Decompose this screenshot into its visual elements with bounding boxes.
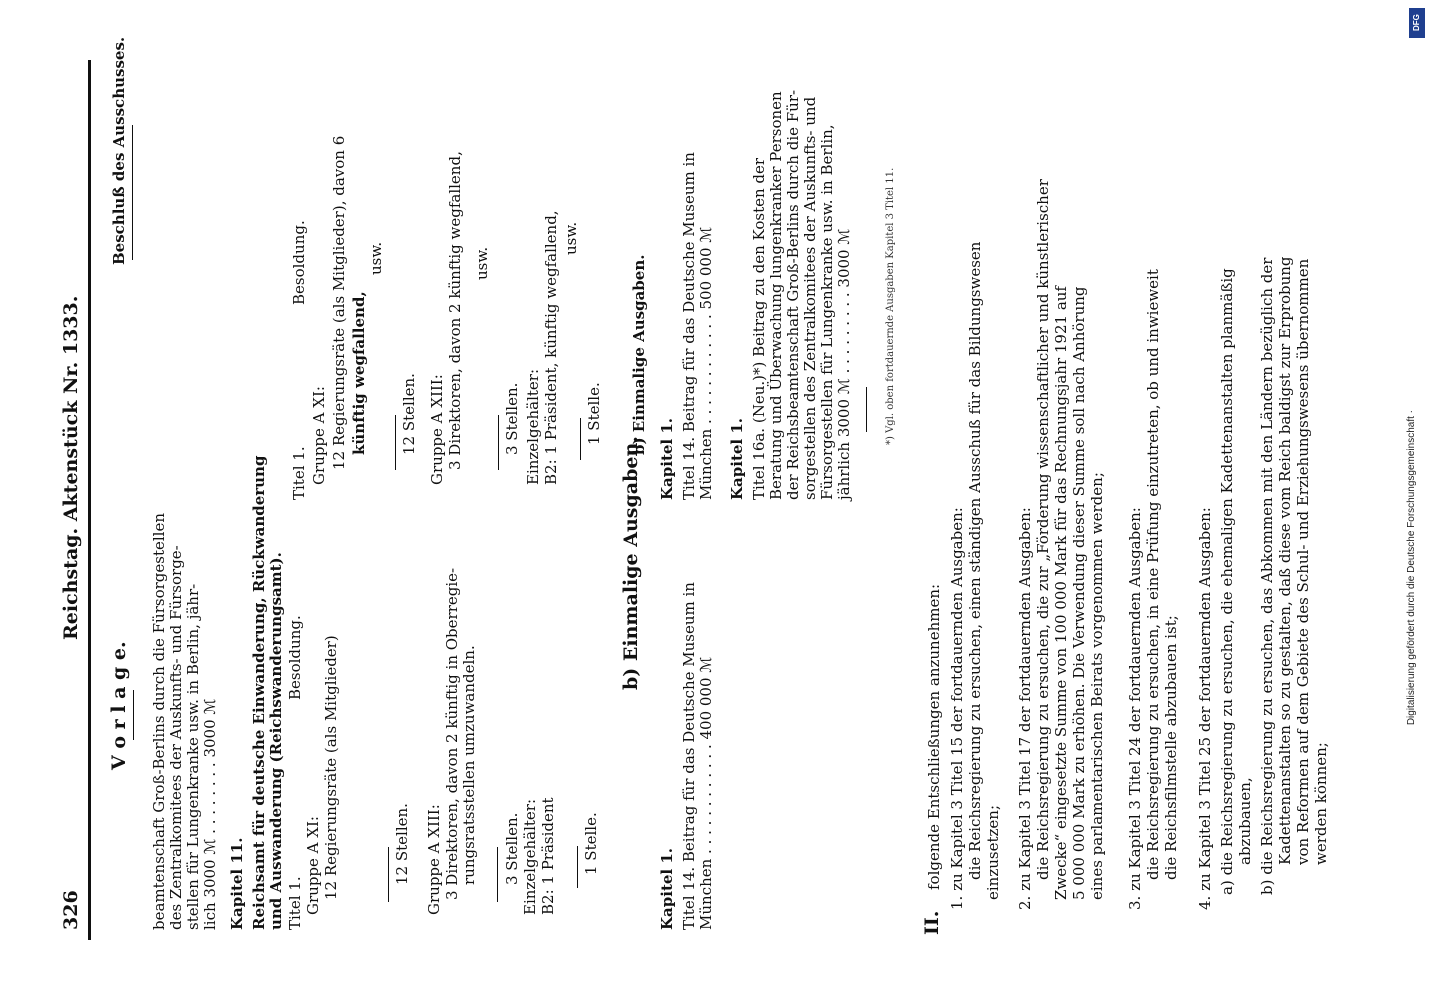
resolution-2: die Reichsregierung zu ersuchen, die zur „Förderung wissenschaftlicher und künstlerischer [1034, 179, 1052, 880]
beschluss-underline [132, 125, 133, 260]
titel-14-line: München . . . . . . . . . . . . 400 000 ℳ [697, 656, 715, 930]
titel-1-label: Titel 1. [286, 876, 304, 930]
footnote: *) Vgl. oben fortdauernde Ausgaben Kapitel 3 Titel 11. [885, 167, 896, 445]
reichsamt-line: und Auswanderung (Reichswanderungsamt). [267, 552, 285, 930]
footnote-rule [866, 387, 867, 432]
section-ii-lead: folgende Entschließungen anzunehmen: [925, 583, 943, 890]
gruppe-a-xiii: Gruppe A XIII: [425, 804, 443, 915]
resolution-4: werden können; [1312, 742, 1330, 865]
einmalige-ausgaben-heading: b) Einmalige Ausgaben. [630, 254, 648, 455]
colophon-strip [1406, 0, 1432, 1000]
intro-line: beamtenschaft Groß-Berlins durch die Fürsorgestellen [150, 513, 168, 930]
resolution-4: von Reformen auf dem Gebiete des Schul- und Erziehungswesens übernommen [1294, 258, 1312, 865]
praesident-line: B2: 1 Präsident [539, 797, 557, 915]
titel-16a-line: jährlich 3000 ℳ . . . . . . . . . 3000 ℳ [835, 228, 853, 500]
resolution-4: a) die Reichsregierung zu ersuchen, die ehemaligen Kadettenanstalten planmäßig [1218, 268, 1236, 895]
direktoren-line: 3 Direktoren, davon 2 künftig in Oberregie- [443, 567, 461, 900]
sum-rule [497, 847, 498, 902]
direktoren-line: rungsratsstellen umzuwandeln. [460, 645, 478, 885]
beschluss-heading: Beschluß des Ausschusses. [110, 36, 128, 265]
usw-label: usw. [562, 221, 580, 255]
resolution-4: 4. zu Kapitel 3 Titel 25 der fortdauernden Ausgaben: [1196, 507, 1214, 910]
resolution-3: die Reichsregierung zu ersuchen, in eine Prüfung einzutreten, ob und inwieweit [1144, 269, 1162, 880]
resolution-2: Zwecke“ eingesetzte Summe von 100 000 Mark für das Rechnungsjahr 1921 auf [1052, 286, 1070, 900]
header-rule [88, 60, 91, 940]
einmalige-ausgaben-heading: b) Einmalige Ausgaben. [620, 436, 642, 690]
kapitel-11-heading: Kapitel 11. [228, 837, 246, 930]
intro-line: stellen für Lungenkranke usw. in Berlin, jähr- [184, 583, 202, 930]
resolution-3: 3. zu Kapitel 3 Titel 24 der fortdauernden Ausgaben: [1126, 507, 1144, 910]
titel-1-label: Titel 1. [290, 446, 308, 500]
section-ii-numeral: II. [921, 910, 943, 935]
reichsamt-line: Reichsamt für deutsche Einwanderung, Rückwanderung [250, 455, 268, 930]
intro-line: des Zentralkomitees der Auskunfts- und Fürsorge- [167, 545, 185, 930]
regierungsraete-line: 12 Regierungsräte (als Mitglieder), davon 6 [330, 135, 348, 470]
usw-label: usw. [473, 246, 491, 280]
kapitel-1-heading: Kapitel 1. [728, 418, 746, 500]
header-title: Reichstag. Aktenstück Nr. 1333. [60, 295, 82, 640]
resolution-2: eines parlamentarischen Beirats vorgenommen werden; [1088, 472, 1106, 900]
stelle-1: 1 Stelle. [582, 812, 600, 875]
kapitel-1-heading: Kapitel 1. [658, 418, 676, 500]
stellen-3: 3 Stellen. [503, 812, 521, 885]
intro-line: lich 3000 ℳ . . . . . . . . 3000 ℳ [201, 698, 219, 930]
gruppe-a-xi: Gruppe A XI: [310, 386, 328, 485]
page-header [60, 40, 90, 940]
gruppe-a-xiii: Gruppe A XIII: [428, 374, 446, 485]
resolution-4: b) die Reichsregierung zu ersuchen, das Abkommen mit den Ländern bezüglich der [1258, 257, 1276, 895]
usw-label: usw. [367, 241, 385, 275]
kuenftig-wegfallend: künftig wegfallend, [350, 291, 368, 455]
colophon-text: Digitalisierung gefördert durch die Deutsche Forschungsgemeinschaft · [1406, 410, 1417, 726]
dfg-logo: DFG [1409, 8, 1425, 38]
titel-14-line: Titel 14. Beitrag für das Deutsche Museum in [680, 152, 698, 500]
titel-16a-line: Titel 16a. (Neu.)*) Beitrag zu den Kosten der [750, 157, 768, 500]
gruppe-a-xi: Gruppe A XI: [304, 816, 322, 915]
resolution-1: die Reichsregierung zu ersuchen, einen ständigen Ausschuß für das Bildungswesen [966, 241, 984, 880]
praesident-line: B2: 1 Präsident, künftig wegfallend, [542, 210, 560, 485]
titel-16a-line: sorgestellen des Zentralkomitees der Auskunfts- und [801, 96, 819, 500]
titel-16a-line: Fürsorgestellen für Lungenkranke usw. in Berlin, [818, 124, 836, 500]
regierungsraete-line: 12 Regierungsräte (als Mitglieder) [322, 635, 340, 900]
sum-rule [395, 415, 396, 470]
vorlage-heading: V o r l a g e. [108, 641, 130, 770]
stellen-12: 12 Stellen. [393, 803, 411, 885]
resolution-2: 5 000 000 Mark zu erhöhen. Die Verwendung dieser Summe soll nach Anhörung [1070, 286, 1088, 900]
titel-16a-line: der Reichsbeamtenschaft Groß-Berlins durch die Für- [784, 89, 802, 500]
stelle-1: 1 Stelle. [585, 382, 603, 445]
titel-16a-line: Beratung und Überwachung lungenkranker Personen [767, 91, 785, 500]
sum-rule [498, 415, 499, 470]
resolution-1: 1. zu Kapitel 3 Titel 15 der fortdauernden Ausgaben: [948, 507, 966, 910]
besoldung-label: Besoldung. [286, 615, 304, 700]
kapitel-1-heading: Kapitel 1. [658, 848, 676, 930]
sum-rule [580, 418, 581, 460]
titel-14-line: München . . . . . . . . . . . . 500 000 ℳ [697, 226, 715, 500]
sum-rule [577, 846, 578, 888]
besoldung-label: Besoldung. [290, 220, 308, 305]
resolution-4: abzubauen, [1236, 777, 1254, 865]
page-number: 326 [60, 890, 82, 930]
resolution-3: die Reichsfilmstelle abzubauen ist; [1162, 615, 1180, 880]
einzelgehaelter-label: Einzelgehälter: [524, 369, 542, 485]
resolution-4: Kadettenanstalten so zu gestalten, daß diese vom Reich baldigst zur Erprobung [1276, 256, 1294, 865]
titel-14-line: Titel 14. Beitrag für das Deutsche Museum in [680, 582, 698, 930]
einzelgehaelter-label: Einzelgehälter: [521, 799, 539, 915]
resolution-1: einzusetzen; [984, 805, 1002, 900]
sum-rule [388, 847, 389, 902]
direktoren-line: 3 Direktoren, davon 2 künftig wegfallend, [446, 151, 464, 470]
resolution-2: 2. zu Kapitel 3 Titel 17 der fortdauernden Ausgaben: [1016, 507, 1034, 910]
stellen-12: 12 Stellen. [400, 373, 418, 455]
stellen-3: 3 Stellen. [503, 382, 521, 455]
vorlage-underline [133, 690, 134, 740]
